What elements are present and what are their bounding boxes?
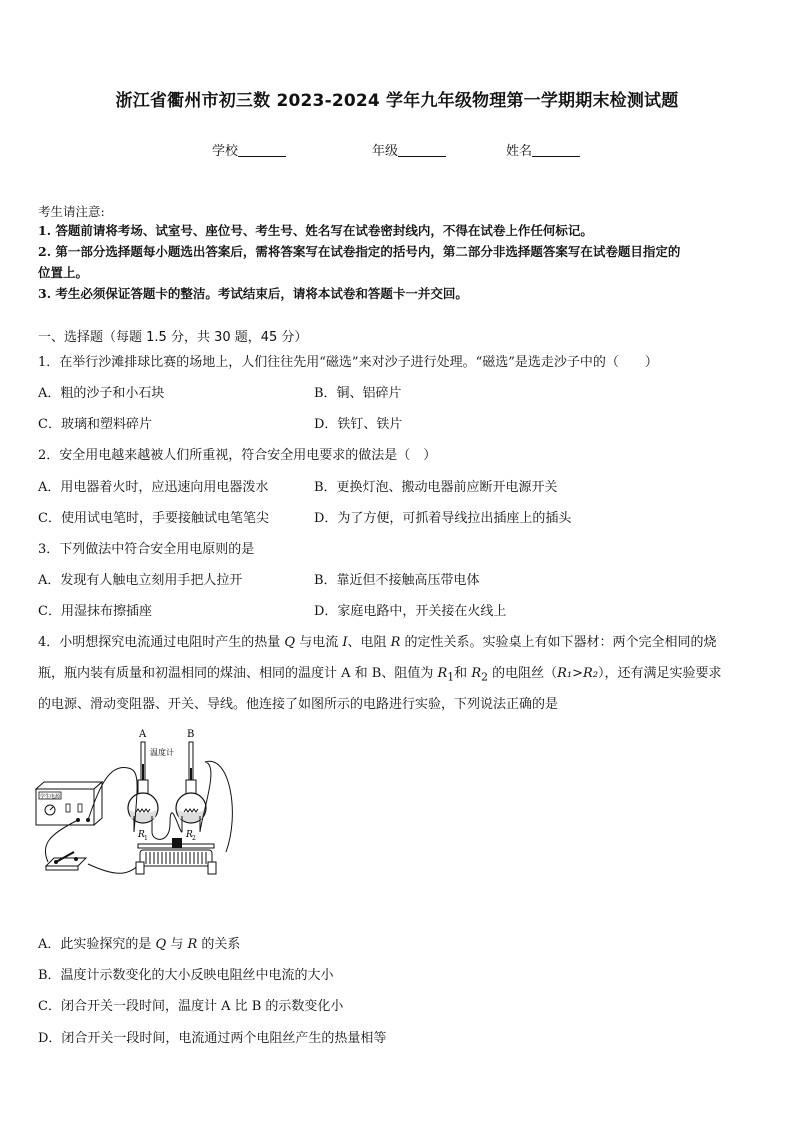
thermometer-b-label: B (187, 729, 195, 740)
q4-var-q: Q (284, 635, 296, 650)
name-field (506, 140, 580, 159)
q4-sub: 1 (447, 670, 455, 684)
q4-opt-var-q: Q (155, 937, 167, 952)
flask-1-icon (128, 780, 158, 832)
q4-stem-line-2 (38, 665, 722, 687)
q4-stem-line-3: 的电源、滑动变阻器、开关、导线。他连接了如图所示的电路进行实验，下列说法正确的是 (38, 697, 559, 712)
q3-stem: 3．下列做法中符合安全用电原则的是 (38, 542, 255, 557)
q4-text: 与电流 (295, 635, 343, 650)
name-blank[interactable] (532, 143, 580, 157)
q4-opt-text: 与 (166, 937, 188, 952)
q3-option-d: D．家庭电路中，开关接在火线上 (314, 604, 507, 619)
q1-option-c: C．玻璃和塑料碎片 (38, 417, 152, 432)
grade-label: 年级 (372, 144, 399, 159)
q1-option-d: D．铁钉、铁片 (314, 417, 403, 432)
circuit-diagram (30, 724, 245, 894)
section-heading: 一、选择题（每题 1.5 分，共 30 题，45 分） (38, 330, 308, 345)
r1-sub: 1 (144, 835, 148, 842)
q4-opt-text: 的关系 (197, 937, 241, 952)
grade-blank[interactable] (398, 143, 446, 157)
school-label: 学校 (212, 144, 239, 159)
notice-item-2-cont: 位置上。 (38, 265, 89, 280)
q1-option-a: A．粗的沙子和小石块 (38, 386, 165, 401)
notice-item-2: 2. 第一部分选择题每小题选出答案后，需将答案写在试卷指定的括号内，第二部分非选择题答案写在试卷题目指定的 (38, 244, 681, 259)
q4-sub: 2 (481, 670, 488, 684)
wire-2 (152, 813, 182, 840)
student-info-row (0, 140, 794, 160)
power-supply-label: 学生电源 (40, 794, 61, 800)
r2-label: R (186, 830, 193, 840)
q4-text: 、电阻 (347, 635, 391, 650)
grade-field (372, 140, 446, 159)
q4-option-c: C．闭合开关一段时间，温度计 A 比 B 的示数变化小 (38, 999, 344, 1014)
thermometer-label: 温度计 (150, 748, 174, 757)
q2-stem: 2．安全用电越来越被人们所重视，符合安全用电要求的做法是（ ） (38, 448, 437, 463)
q4-opt-text: A．此实验探究的是 (38, 937, 156, 952)
thermometer-a-label: A (139, 729, 147, 740)
wire-4 (45, 820, 78, 862)
school-blank[interactable] (238, 143, 286, 157)
page-title: 浙江省衢州市初三数 2023-2024 学年九年级物理第一学期期末检测试题 (115, 91, 679, 111)
school-field (212, 140, 286, 159)
q4-option-a (38, 936, 240, 954)
q4-opt-var-r: R (187, 937, 198, 952)
q4-text: 的电阻丝（ (488, 666, 558, 681)
notice-item-1: 1. 答题前请将考场、试室号、座位号、考生号、姓名写在试卷密封线内，不得在试卷上作任何标记。 (38, 223, 593, 238)
q4-text: 4．小明想探究电流通过电阻时产生的热量 (38, 635, 285, 650)
q4-text: 的定性关系。实验桌上有如下器材：两个完全相同的烧 (400, 635, 717, 650)
power-supply-icon (36, 782, 102, 825)
wire-5 (88, 862, 142, 873)
q2-option-a: A．用电器着火时，应迅速向用电器泼水 (38, 480, 269, 495)
q4-text: 和 (454, 666, 472, 681)
q1-option-b: B．铜、铝碎片 (314, 386, 402, 401)
q2-option-b: B．更换灯泡、搬动电器前应断开电源开关 (314, 480, 558, 495)
q4-text: 瓶，瓶内装有质量和初温相同的煤油、相同的温度计 A 和 B、阻值为 (38, 666, 438, 681)
q4-var-r2: R (471, 666, 482, 681)
q2-option-d: D．为了方便，可抓着导线拉出插座上的插头 (314, 511, 572, 526)
q3-option-a: A．发现有人触电立刻用手把人拉开 (38, 573, 243, 588)
q4-var-i: I (342, 635, 348, 650)
q4-text: ），还有满足实验要求 (598, 666, 722, 681)
q4-stem-line-1 (38, 634, 717, 652)
q4-option-b: B．温度计示数变化的大小反映电阻丝中电流的大小 (38, 968, 334, 983)
switch-icon (46, 852, 86, 870)
q3-option-c: C．用湿抹布擦插座 (38, 604, 152, 619)
q4-var-r1: R (437, 666, 448, 681)
r1-label: R (138, 830, 145, 840)
notice-heading: 考生请注意: (38, 204, 105, 219)
name-label: 姓名 (506, 144, 533, 159)
q4-compare: R₁>R₂ (557, 666, 599, 681)
q1-stem: 1．在举行沙滩排球比赛的场地上，人们往往先用“磁选”来对沙子进行处理。“磁选”是选走沙子中的（ ） (38, 355, 658, 370)
rheostat-icon (136, 838, 216, 874)
q4-var-r: R (390, 635, 401, 650)
q3-option-b: B．靠近但不接触高压带电体 (314, 573, 480, 588)
q2-option-c: C．使用试电笔时，手要接触试电笔笔尖 (38, 511, 269, 526)
r2-sub: 2 (192, 835, 196, 842)
notice-item-3: 3. 考生必须保证答题卡的整洁。考试结束后，请将本试卷和答题卡一并交回。 (38, 286, 468, 301)
q4-option-d: D．闭合开关一段时间，电流通过两个电阻丝产生的热量相等 (38, 1031, 387, 1046)
